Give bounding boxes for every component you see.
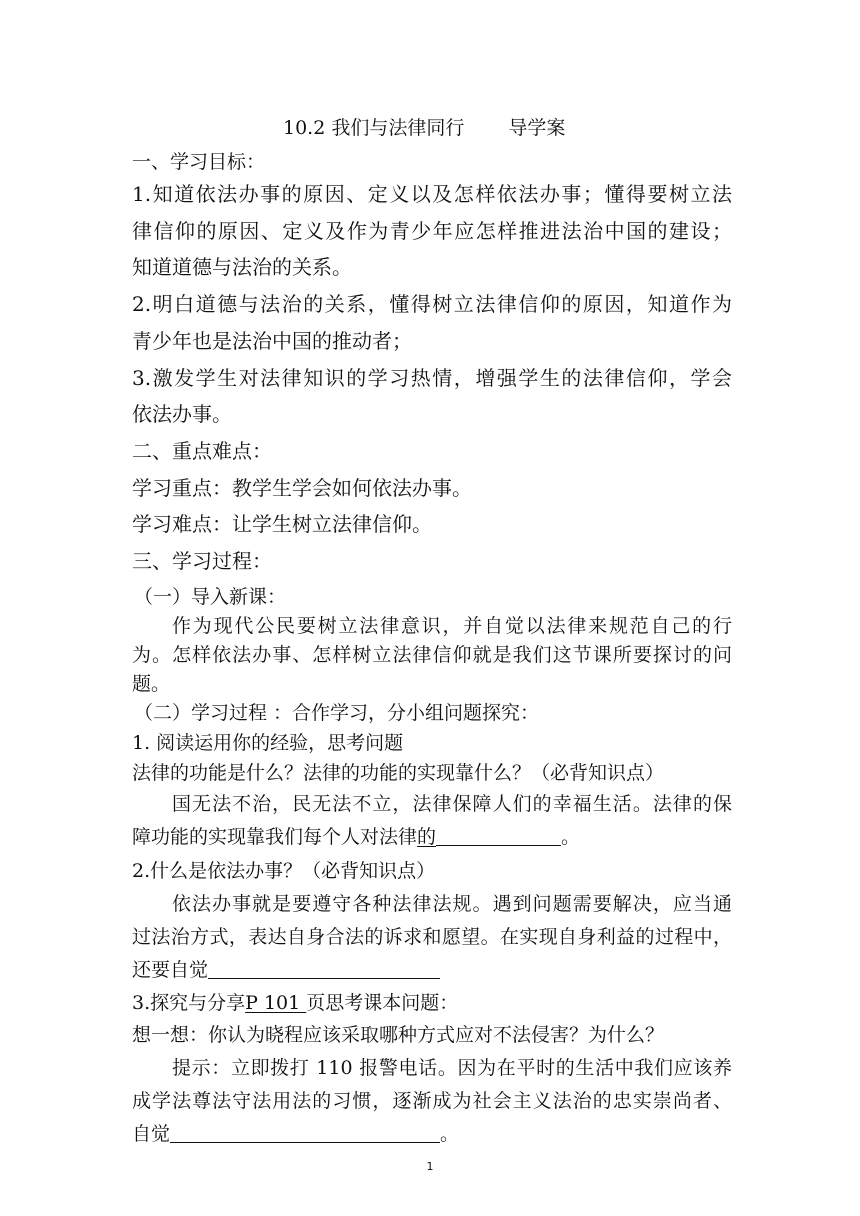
q3-heading-suffix: 页思考课本问题：: [306, 992, 459, 1014]
part1-text-line2: 为。怎样依法办事、怎样树立法律信仰就是我们这节课所要探讨的问: [132, 644, 732, 666]
q3-heading-prefix: 3.探究与分享: [132, 992, 246, 1014]
q2-answer-line2: 过法治方式，表达自身合法的诉求和愿望。在实现自身利益的过程中，: [132, 926, 732, 948]
q3-hint-line2: 成学法尊法守法用法的习惯，逐渐成为社会主义法治的忠实崇尚者、: [132, 1090, 732, 1112]
q2-answer-line1: 依法办事就是要遵守各种法律法规。遇到问题需要解决，应当通: [172, 893, 732, 915]
title-sub: 导学案: [508, 117, 566, 139]
part1-text-line1: 作为现代公民要树立法律意识，并自觉以法律来规范自己的行: [172, 615, 732, 637]
goal1-line3: 知道道德与法治的关系。: [132, 255, 352, 279]
goal2-line2: 青少年也是法治中国的推动者；: [132, 329, 412, 353]
goal1-line2: 律信仰的原因、定义及作为青少年应怎样推进法治中国的建设；: [132, 219, 732, 243]
q3-hint-line3: [132, 1122, 732, 1146]
page-number: 1: [426, 1160, 434, 1173]
section3-heading: 三、学习过程：: [132, 549, 272, 573]
q1-answer-end: 。: [561, 826, 581, 848]
key-point: 学习重点：教学生学会如何依法办事。: [132, 476, 472, 500]
section2-heading: 二、重点难点：: [132, 439, 272, 463]
part1-text-line3: 题。: [132, 673, 171, 695]
q1-answer-line2: [132, 825, 732, 849]
q3-heading: [132, 991, 732, 1015]
q2-answer-line3: [132, 958, 732, 982]
q1-question: 法律的功能是什么？法律的功能的实现靠什么？（必背知识点）: [132, 762, 665, 784]
q3-page-ref: P 101: [245, 992, 307, 1014]
title-main: 10.2 我们与法律同行: [283, 117, 465, 139]
goal2-line1: 2.明白道德与法治的关系，懂得树立法律信仰的原因，知道作为: [132, 292, 732, 316]
q3-hint-line1: 提示：立即拨打 110 报警电话。因为在平时的生活中我们应该养: [172, 1057, 732, 1079]
q3-fill-blank: [170, 1122, 440, 1143]
q1-heading: 1. 阅读运用你的经验，思考问题: [132, 732, 404, 754]
part1-heading: （一）导入新课：: [134, 586, 287, 608]
q2-answer-prefix: 还要自觉: [132, 959, 209, 981]
q3-question: 想一想：你认为晓程应该采取哪种方式应对不法侵害？为什么？: [132, 1024, 665, 1046]
goal3-line2: 依法办事。: [132, 402, 232, 426]
page-title: [0, 116, 860, 140]
goal1-line1: 1.知道依法办事的原因、定义以及怎样依法办事；懂得要树立法: [132, 182, 732, 206]
q1-answer-line1: 国无法不治，民无法不立，法律保障人们的幸福生活。法律的保: [172, 793, 732, 815]
q3-hint-prefix: 自觉: [132, 1123, 171, 1145]
q3-hint-end: 。: [440, 1123, 460, 1145]
part2-heading: （二）学习过程 ：合作学习，分小组问题探究：: [134, 702, 540, 724]
section1-heading: 一、学习目标：: [132, 151, 266, 173]
q1-fill-blank: [436, 825, 561, 846]
goal3-line1: 3.激发学生对法律知识的学习热情，增强学生的法律信仰，学会: [132, 366, 732, 390]
q2-fill-blank: [208, 958, 440, 979]
difficulty-point: 学习难点：让学生树立法律信仰。: [132, 512, 432, 536]
q1-answer-underlined: 的: [417, 826, 437, 848]
q1-answer-prefix: 障功能的实现靠我们每个人对法律: [132, 826, 418, 848]
q2-heading: 2.什么是依法办事？（必背知识点）: [132, 860, 436, 882]
